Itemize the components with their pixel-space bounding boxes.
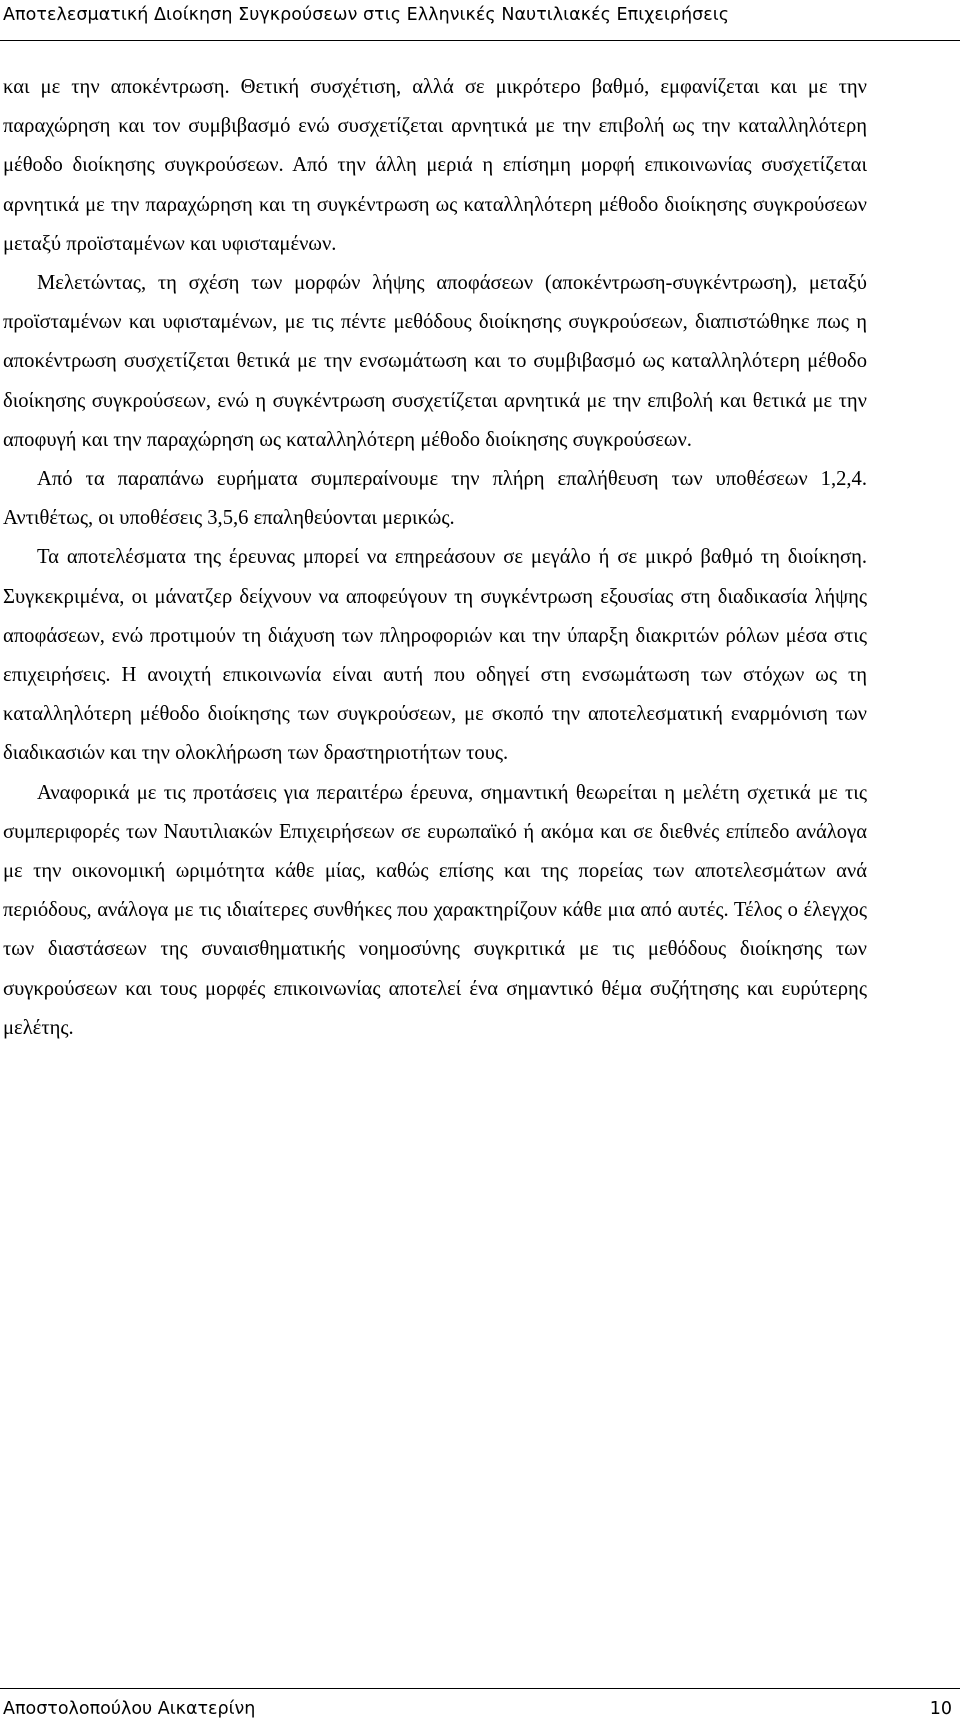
header-title: Αποτελεσματική Διοίκηση Συγκρούσεων στις Ελληνικές Ναυτιλιακές Επιχειρήσεις <box>3 5 730 25</box>
page-header <box>0 0 960 50</box>
header-divider <box>0 40 960 41</box>
footer-divider <box>0 1688 960 1689</box>
paragraph: Από τα παραπάνω ευρήματα συμπεραίνουμε την πλήρη επαλήθευση των υποθέσεων 1,2,4. Αντιθέτως, οι υποθέσεις 3,5,6 επαληθεύονται μερικώς. <box>3 468 867 530</box>
footer-author: Αποστολοπούλου Αικατερίνη <box>3 1699 256 1719</box>
paragraph: Τα αποτελέσματα της έρευνας μπορεί να επηρεάσουν σε μεγάλο ή σε μικρό βαθμό τη διοίκηση. Συγκεκριμένα, οι μάνατζερ δείχνουν να αποφεύγουν τη συγκέντρωση εξουσίας στη διαδικασία λήψης αποφάσεων, ενώ προτιμούν τη διάχυση των πληροφοριών και την ύπαρξη διακριτών ρόλων μέσα στις επιχειρήσεις. Η ανοιχτή επικοινωνία είναι αυτή που οδηγεί στη ενσωμάτωση των στόχων ως τη καταλληλότερη μέθοδο διοίκησης των συγκρούσεων, με σκοπό την αποτελεσματική εναρμόνιση των διαδικασιών και την ολοκλήρωση των δραστηριοτήτων τους. <box>3 546 867 765</box>
paragraph: Μελετώντας, τη σχέση των μορφών λήψης αποφάσεων (αποκέντρωση-συγκέντρωση), μεταξύ προϊσταμένων και υφισταμένων, με τις πέντε μεθόδους διοίκησης συγκρούσεων, διαπιστώθηκε πως η αποκέντρωση συσχετίζεται θετικά με την ενσωμάτωση και το συμβιβασμό ως καταλληλότερη μέθοδο διοίκησης συγκρούσεων, ενώ η συγκέντρωση συσχετίζεται αρνητικά με την επιβολή και θετικά με την αποφυγή και την παραχώρηση ως καταλληλότερη μέθοδο διοίκησης συγκρούσεων. <box>3 272 867 451</box>
paragraph: Αναφορικά με τις προτάσεις για περαιτέρω έρευνα, σημαντική θεωρείται η μελέτη σχετικά με τις συμπεριφορές των Ναυτιλιακών Επιχειρήσεων σε ευρωπαϊκό ή ακόμα και σε διεθνές επίπεδο ανάλογα με την οικονομική ωριμότητα κάθε μίας, καθώς επίσης και της πορείας των αποτελεσμάτων ανά περιόδους, ανάλογα με τις ιδιαίτερες συνθήκες που χαρακτηρίζουν κάθε μια από αυτές. Τέλος ο έλεγχος των διαστάσεων της συναισθηματικής νοημοσύνης συγκριτικά με τις μεθόδους διοίκησης των συγκρούσεων και τους μορφές επικοινωνίας αποτελεί ένα σημαντικό θέμα συζήτησης και ευρύτερης μελέτης. <box>3 781 867 1039</box>
paragraph-continuation: και με την αποκέντρωση. Θετική συσχέτιση, αλλά σε μικρότερο βαθμό, εμφανίζεται και με την παραχώρηση και τον συμβιβασμό ενώ συσχετίζεται αρνητικά με την επιβολή ως την καταλληλότερη μέθοδο διοίκησης συγκρούσεων. Από την άλλη μεριά η επίσημη μορφή επικοινωνίας συσχετίζεται αρνητικά με την παραχώρηση και τη συγκέντρωση ως καταλληλότερη μέθοδο διοίκησης συγκρούσεων μεταξύ προϊσταμένων και υφισταμένων. <box>3 76 867 255</box>
page-number: 10 <box>929 1699 952 1719</box>
page-footer <box>0 1688 960 1735</box>
document-body <box>3 68 867 1048</box>
